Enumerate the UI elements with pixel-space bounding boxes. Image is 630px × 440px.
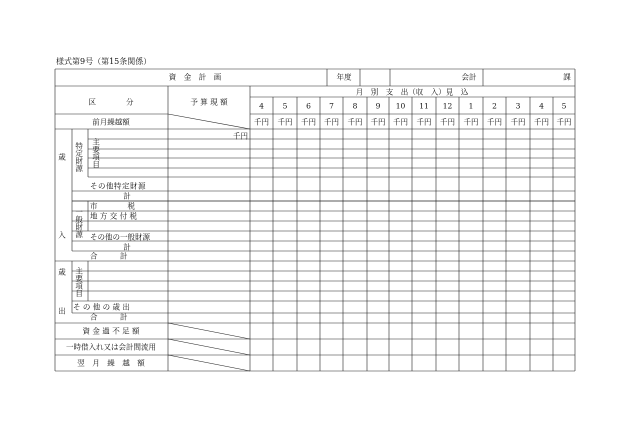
plan-title: 資 金 計 画 bbox=[168, 72, 222, 82]
temp-borrowing-label: 一時借入れ又は会計間流用 bbox=[66, 342, 156, 352]
expenditure-total-label: 合 計 bbox=[90, 312, 128, 322]
month-header-10: 1 bbox=[468, 101, 474, 111]
month-header-14: 5 bbox=[561, 101, 567, 111]
month-unit-4: 千円 bbox=[324, 117, 339, 127]
fund-shortage-label: 資 金 過 不 足 額 bbox=[82, 326, 140, 336]
month-unit-11: 千円 bbox=[487, 117, 502, 127]
month-header-8: 11 bbox=[419, 101, 429, 111]
expenditure-label-bottom: 出 bbox=[58, 306, 66, 316]
month-unit-14: 千円 bbox=[556, 117, 572, 127]
prev-carryover-label: 前月繰越額 bbox=[92, 117, 130, 127]
unit-label: 千円 bbox=[233, 131, 248, 141]
general-funds-label: 一般財源 bbox=[74, 208, 84, 238]
month-header-5: 8 bbox=[352, 101, 358, 111]
other-specific-funds-label: その他特定財源 bbox=[90, 181, 146, 191]
local-grant-label: 地 方 交 付 税 bbox=[90, 211, 138, 221]
month-header-7: 10 bbox=[395, 101, 406, 111]
specific-funds-label: 特定財源 bbox=[74, 142, 84, 172]
other-general-funds-label: その他の一般財源 bbox=[90, 232, 150, 242]
specific-subtotal-label: 計 bbox=[123, 191, 131, 201]
form-caption: 様式第9号（第15条関係） bbox=[56, 57, 152, 66]
month-header-2: 5 bbox=[282, 101, 288, 111]
revenue-main-items-label: 主要項目 bbox=[91, 138, 101, 168]
next-carryover-label: 翌 月 繰 越 額 bbox=[77, 358, 145, 368]
revenue-label-bottom: 入 bbox=[58, 230, 66, 240]
month-unit-3: 千円 bbox=[301, 117, 316, 127]
budget-heading: 予 算 現 額 bbox=[190, 97, 228, 107]
month-unit-2: 千円 bbox=[277, 117, 293, 127]
revenue-total-label: 合 計 bbox=[90, 251, 128, 261]
month-header-4: 7 bbox=[329, 101, 334, 111]
month-header-6: 9 bbox=[375, 101, 381, 111]
expenditure-main-items-label: 主要項目 bbox=[74, 267, 84, 297]
month-unit-8: 千円 bbox=[416, 117, 432, 127]
month-unit-9: 千円 bbox=[440, 117, 455, 127]
category-heading: 区 分 bbox=[88, 97, 134, 107]
revenue-label-top: 歳 bbox=[58, 152, 66, 162]
monthly-outlook-heading: 月 別 支 出（収 入）見 込 bbox=[355, 87, 469, 97]
fiscal-year-label: 年度 bbox=[336, 72, 352, 82]
month-header-3: 6 bbox=[306, 101, 311, 111]
month-header-1: 4 bbox=[259, 101, 264, 111]
month-unit-7: 千円 bbox=[393, 117, 408, 127]
month-unit-10: 千円 bbox=[463, 117, 479, 127]
month-unit-13: 千円 bbox=[534, 117, 549, 127]
month-header-12: 3 bbox=[515, 101, 521, 111]
account-label: 会計 bbox=[461, 72, 477, 82]
other-expenditure-label: そ の 他 の 歳 出 bbox=[73, 302, 130, 312]
month-unit-1: 千円 bbox=[254, 117, 269, 127]
month-header-11: 2 bbox=[492, 101, 497, 111]
city-tax-label: 市 税 bbox=[90, 201, 135, 211]
month-unit-5: 千円 bbox=[347, 117, 363, 127]
month-unit-6: 千円 bbox=[370, 117, 386, 127]
month-header-13: 4 bbox=[539, 101, 544, 111]
month-header-9: 12 bbox=[442, 101, 453, 111]
expenditure-label-top: 歳 bbox=[58, 267, 66, 277]
section-label: 課 bbox=[563, 72, 571, 82]
general-subtotal-label: 計 bbox=[123, 242, 131, 252]
month-unit-12: 千円 bbox=[510, 117, 526, 127]
